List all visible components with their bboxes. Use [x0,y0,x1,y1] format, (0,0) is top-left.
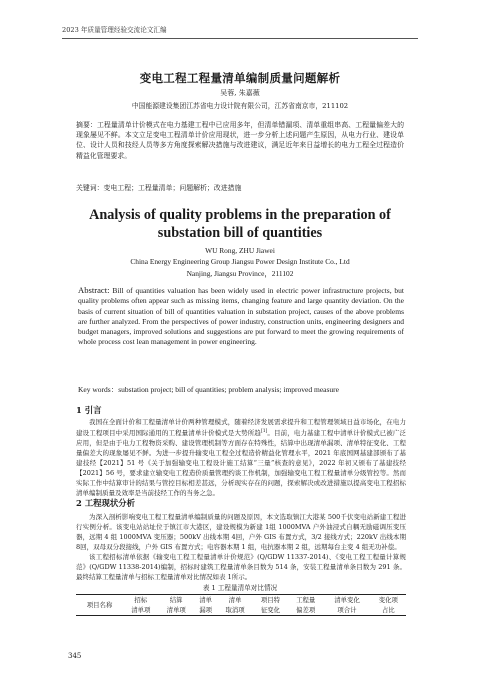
introduction-text-part-a: 我国在全面计价和工程量清单计价两种管理模式，随着经济发展需求提升和工程管理领域日益市场化，在电力建设工程项目中采用国际通用的工程量清单计价模式是大势所趋 [76,418,406,438]
table-col-header: 偏差项 [288,605,323,616]
chinese-affiliation: 中国能源建设集团江苏省电力设计院有限公司，江苏省南京市，211102 [131,102,349,110]
table-col-header: 项合计 [323,605,370,616]
table-col-header: 清单变化 [323,595,370,606]
introduction-text-part-b: 。目前，电力基建工程中清单计价模式已被广泛应用，但是由于电力工程物资采购、建设管理机制等方面存在特殊性，结算中出现清单漏项、清单特征变化、工程量偏差大的现象屡见不鲜。为进一步提升输变电工程全过程造价精益化管理水平，2021 年底国网基建部颁布了基建技经【2021】51 号《关于加强输变电工程设计施工结算“三量”核查的意见》，2022 年初又颁布了基建技经【2021】56 号，要求建立输变电工程造价质量管理约谈工作机制，加强输变电工程工程量清单分级管控等。然而实际工作中结算审计的结果与管控目标相差甚远，分析现实存在的问题，探索解决或改进措施以提高变电工程招标清单编制质量及效率是当前技经工作的当务之急。 [76,429,407,498]
chinese-keywords: 关键词：变电工程；工程量清单；问题解析；改进措施 [76,184,242,192]
table-col-header: 招标 [123,595,158,606]
header-rule [62,38,418,39]
table-col-header: 取消项 [217,605,252,616]
english-abstract [78,285,404,348]
english-location: Nanjing, Jiangsu Province，211102 [186,269,294,278]
english-abstract-label: Abstract: [78,285,110,295]
table-header-row-2 [76,605,406,616]
table-col-header: 清单项 [123,605,158,616]
english-affiliation: China Energy Engineering Group Jiangsu Power Design Institute Co., Ltd [130,257,350,266]
introduction-body [76,417,406,498]
table-col-header: 漏项 [194,605,218,616]
table-col-header: 占比 [371,605,406,616]
status-analysis-body [76,512,406,582]
citation-ref: [1] [260,429,268,434]
comparison-table [76,594,406,616]
status-paragraph-1: 为深入剖析影响变电工程工程量清单编制质量的问题及原因，本文选取镇江大港某 500千伏变电站新建工程进行实例分析。该变电站站址位于镇江市大港区，建设规模为新建 1组 1000MVA 户外油浸式自耦无励磁调压变压器，远期 4 组 1000MVA 变压器；500kV 出线本期 4回，户外 GIS 布置方式，3/2 接线方式；220kV 出线本期 8回，双母双分段接线，户外 GIS 布置方式；电容器本期 1 组，电抗器本期 2 组，远期每台主变 4 组无功补偿。 [76,513,406,551]
chinese-authors: 吴蓉, 朱嘉薇 [220,89,260,97]
table-header-row-1 [76,595,406,606]
english-keywords: Key words：substation project; bill of quantities; problem analysis; improved measure [78,385,339,394]
table-caption: 表 1 工程量清单对比情况 [202,584,278,592]
table-col-header: 变化项 [371,595,406,606]
table-col-header: 清单 [194,595,218,606]
table-col-header: 清单项 [158,605,193,616]
table-row-header: 项目名称 [76,595,123,616]
english-authors: WU Rong, ZHU Jiawei [205,246,275,255]
table-col-header: 征变化 [253,605,288,616]
introduction-paragraph [76,417,406,498]
table-col-header: 项目特 [253,595,288,606]
page-number: 345 [68,652,82,660]
section-heading-introduction: 1 引言 [76,405,102,415]
running-header: 2023 年质量管理经验交流论文汇编 [62,26,167,34]
chinese-title: 变电工程工程量清单编制质量问题解析 [139,71,341,85]
table-col-header: 清单 [217,595,252,606]
english-title: Analysis of quality problems in the preparation of substation bill of quantities [89,207,391,241]
english-abstract-text: Bill of quantities valuation has been widely used in electric power infrastructure projects, but quality problems often appear such as missing items, changing feature and large quantity deviation. On the basis of current situation of bill of quantities valuation in substation project, causes of the above problems are further analyzed. From the perspectives of power industry, construction units, engineering designers and budget managers, improved solutions and suggestions are put forward to meet the growing requirements of whole process cost lean management in power engineering. [78,286,404,347]
table-col-header: 工程量 [288,595,323,606]
chinese-abstract: 摘要：工程量清单计价模式在电力基建工程中已应用多年，但清单错漏项、清单重组串高、工程量偏差大的现象屡见不鲜。本文立足变电工程清单计价应用现状，进一步分析上述问题产生原因，从电力行业、建设单位、设计人员和技经人员等多方角度探索解决措施与改进建议，满足近年来日益增长的电力工程全过程造价精益化管理要求。 [76,121,404,160]
section-heading-status-analysis: 2 工程现状分析 [76,498,135,508]
status-paragraph-2: 该工程招标清单依据《输变电工程工程量清单计价规范》(Q/GDW 11337-2014)、《变电工程工程量计算规范》(Q/GDW 11338-2014)编制，招标时建筑工程量清单条目数为 514 条，安装工程量清单条目数为 291 条。最终结算工程量清单与招标工程量清单对比情况如表 1所示。 [76,553,406,581]
table-col-header: 结算 [158,595,193,606]
